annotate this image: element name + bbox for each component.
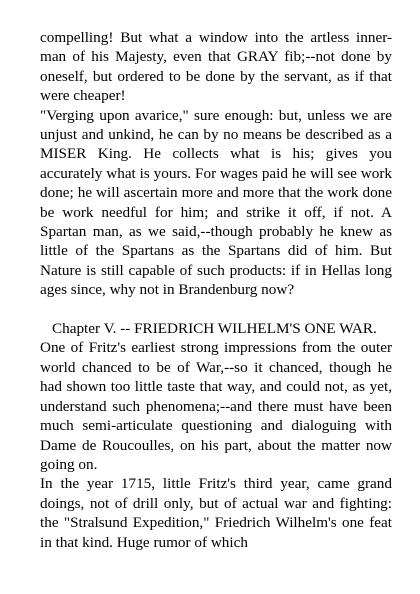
paragraph-earliest-impressions: One of Fritz's earliest strong impressions from the outer world chanced to be of War,--so it chanced, though he had shown too little taste that way, and could not, as yet, understand such phenomena;--and there must have been much semi-articulate questioning and dialoguing with Dame de Roucoulles, on his part, about the matter now going on. [40,339,392,473]
paragraph-verging-upon-avarice: "Verging upon avarice," sure enough: but, unless we are unjust and unkind, he can by no means be described as a MISER King. He collects what is his; gives you accurately what is yours. For wages paid he will see work done; he will ascertain more and more that the work done be work needful for him; and strike it off, if not. A Spartan man, as we said,--though probably he knew as little of the Spartans as the Spartans did of him. But Nature is still capable of such products: if in Hellas long ages since, why not in Brandenburg now? [40,106,392,299]
chapter-heading: Chapter V. -- FRIEDRICH WILHELM'S ONE WAR. [52,320,377,338]
document-page [40,28,392,552]
paragraph-year-1715: In the year 1715, little Fritz's third year, came grand doings, not of drill only, but of actual war and fighting: the "Stralsund Expedition," Friedrich Wilhelm's one feat in that kind. Huge rumor of which [40,475,392,551]
section-spacer [40,300,392,319]
paragraph-window-inner-man: compelling! But what a window into the artless inner-man of his Majesty, even that GRAY fib;--not done by oneself, but ordered to be done by the servant, as if that were cheaper! [40,29,392,105]
